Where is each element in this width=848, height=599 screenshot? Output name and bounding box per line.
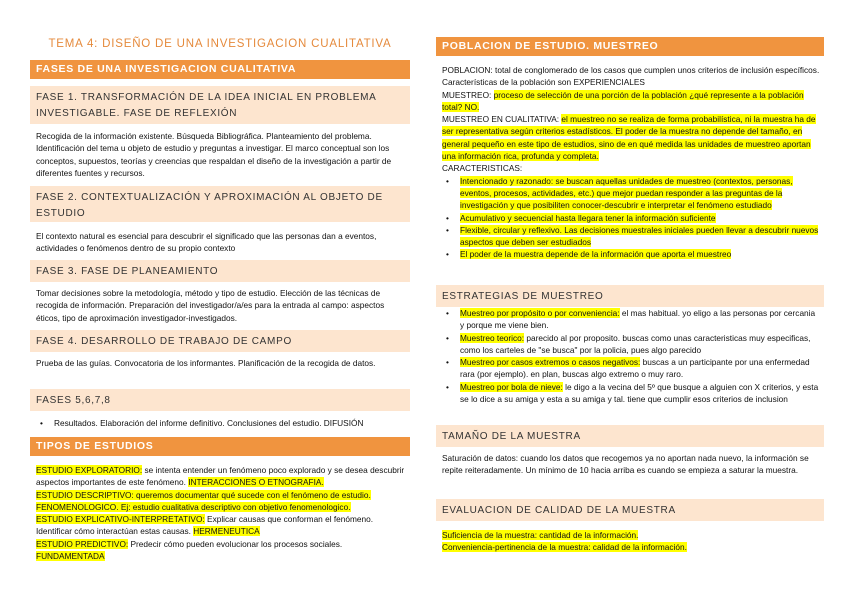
tamano-text: Saturación de datos: cuando los datos que recogemos ya no aportan nada nuevo, la información se repite reiteradamente. Un mínimo de 10 hacia arriba es cuando se empieza a saturar la muestra. bbox=[442, 453, 809, 476]
tipo-exploratorio: ESTUDIO EXPLORATORIO: bbox=[36, 465, 143, 475]
list-item: • Muestreo por bola de nieve: le digo a la vecina del 5º que busque a alguien con X criterios, y esta se lo dice a su amiga y esta a su amiga y tal. tiene que cumplir esos criterios de inclusion bbox=[446, 381, 819, 405]
list-item: • Muestreo por propósito o por conveniencia: el mas habitual. yo eligo a las personas por cercania y porque me viene bien. bbox=[446, 308, 816, 331]
calidad-text: Suficiencia de la muestra: cantidad de la información. Conveniencia-pertinencia de la muestra: calidad de la información. bbox=[442, 530, 687, 553]
fase1-text: Recogida de la información existente. Búsqueda Bibliográfica. Planteamiento del problema. Identificación del tema u objeto de estudio y preguntas a investigar. El marco conceptual son los conceptos, supuestos, teorías y creencias que respaldan el diseño de la investigación a partir de diferentes fuentes y recursos. bbox=[36, 131, 392, 178]
tipos-text: ESTUDIO EXPLORATORIO: se intenta entender un fenómeno poco explorado y se desea descubrir aspectos importantes de este fenómeno. INTERACCIONES O ETNOGRAFIA. ESTUDIO DESCRIPTIVO: queremos documentar qué sucede con el fenómeno de estudio. FENOMENOLOGICO. Ej: estudio cualitativa descriptivo con objetivo fenomenologico. ESTUDIO EXPLICATIVO-INTERPRETATIVO: Explicar causas que conforman el fenómeno. Identificar cómo interactúan estas causas. HERMENEUTICA ESTUDIO PREDICTIVO: Predecir cómo pueden evolucionar los procesos sociales. FUNDAMENTADA bbox=[36, 465, 405, 562]
page-title: TEMA 4: DISEÑO DE UNA INVESTIGACION CUALITATIVA bbox=[48, 38, 392, 50]
fase4-text: Prueba de las guías. Convocatoria de los informantes. Planificación de la recogida de datos. bbox=[36, 358, 376, 368]
fase2-text: El contexto natural es esencial para descubrir el significado que las personas dan a eventos, actividades o fenómenos dentro de su propio contexto bbox=[36, 231, 377, 254]
tipos-header: TIPOS DE ESTUDIOS bbox=[30, 437, 410, 456]
list-item: • Muestreo teorico: parecido al por proposito. buscas como unas caracteristicas muy especificas, como los carteles de "se busca" por la policia, pues algo parecido bbox=[446, 332, 811, 355]
fases-5-8-title: FASES 5,6,7,8 bbox=[30, 389, 410, 411]
tipo-descriptivo: ESTUDIO DESCRIPTIVO: bbox=[36, 489, 134, 500]
list-item: • El poder de la muestra depende de la información que aporta el muestreo bbox=[446, 249, 732, 260]
list-item: • Muestreo por casos extremos o casos negativos: buscas a un participante por una enfermedad rara (por ejemplo). en plan, buscas algo extremo o muy raro. bbox=[446, 357, 810, 380]
list-item: • Intencionado y razonado: se buscan aquellas unidades de muestreo (contextos, personas, eventos, procesos, actividades, etc.) que mejor puedan responder a las preguntas de la investigación y que posibiliten conocer-descubrir e interpretar el fenómeno estudiado bbox=[446, 175, 793, 211]
fase3-title: FASE 3. FASE DE PLANEAMIENTO bbox=[30, 260, 410, 282]
estrategias-title: ESTRATEGIAS DE MUESTREO bbox=[436, 285, 824, 307]
list-item: • Acumulativo y secuencial hasta llegara tener la información suficiente bbox=[446, 212, 716, 223]
fase1-title: FASE 1. TRANSFORMACIÓN DE LA IDEA INICIAL EN PROBLEMA INVESTIGABLE. FASE DE REFLEXIÓN bbox=[30, 86, 410, 124]
calidad-title: EVALUACION DE CALIDAD DE LA MUESTRA bbox=[436, 499, 824, 521]
fases-5-8-list bbox=[36, 417, 406, 429]
fase3-text: Tomar decisiones sobre la metodología, método y tipo de estudio. Elección de las técnicas de recogida de información. Preparación del investigador/a/es para la entrada al campo: aspectos éticos, tipo de aproximación investigador-investigados. bbox=[36, 288, 385, 323]
list-item: • Flexible, circular y reflexivo. Las decisiones muestrales iniciales pueden llevar a descubrir nuevos aspectos que deben ser estudiados bbox=[446, 224, 819, 248]
caracteristicas-list bbox=[442, 175, 820, 261]
estrategias-list bbox=[442, 307, 820, 405]
tipo-explicativo: ESTUDIO EXPLICATIVO-INTERPRETATIVO: bbox=[36, 514, 205, 525]
fase2-title: FASE 2. CONTEXTUALIZACIÓN Y APROXIMACIÓN AL OBJETO DE ESTUDIO bbox=[30, 186, 410, 222]
fase4-title: FASE 4. DESARROLLO DE TRABAJO DE CAMPO bbox=[30, 330, 410, 352]
tipo-fundamentada: FUNDAMENTADA bbox=[36, 551, 105, 562]
tipo-predictivo: ESTUDIO PREDICTIVO: bbox=[36, 538, 129, 549]
tipo-fenomenologico: FENOMENOLOGICO. Ej: estudio cualitativa descriptivo con objetivo fenomenologico. bbox=[36, 501, 351, 512]
list-item: • Resultados. Elaboración del informe definitivo. Conclusiones del estudio. DIFUSIÓN bbox=[40, 418, 364, 428]
fases-header: FASES DE UNA INVESTIGACION CUALITATIVA bbox=[30, 60, 410, 79]
tamano-title: TAMAÑO DE LA MUESTRA bbox=[436, 425, 824, 447]
poblacion-header: POBLACION DE ESTUDIO. MUESTREO bbox=[436, 37, 824, 56]
poblacion-text: POBLACION: total de conglomerado de los casos que cumplen unos criterios de inclusión específicos. Características de la población son EXPERIENCIALES MUESTREO: proceso de selección de una porción de la población ¿qué represente a la población total? NO. MUESTREO EN CUALITATIVA: el muestreo no se realiza de forma probabilística, ni la muestra ha de ser representativa según criterios estadísticos. El poder de la muestra no depende del tamaño, en general pequeño en este tipo de estudios, sino de en qué medida las unidades de muestreo aportan una información rica, profunda y completa. CARACTERISTICAS: • Intencionado y razonado: se buscan aquellas unidades de muestreo (contextos, personas, eventos, procesos, actividades, etc.) que mejor puedan responder a las preguntas de la investigación y que posibiliten conocer-descubrir e interpretar el fenómeno estudiado • Acumulativo y secuencial hasta llegara tener la información suficiente • Flexible, circular y reflexivo. Las decisiones muestrales iniciales pueden llevar a descubrir nuevos aspectos que deben ser estudiados • El poder de la muestra depende de la información que aporta el muestreo bbox=[442, 65, 820, 260]
